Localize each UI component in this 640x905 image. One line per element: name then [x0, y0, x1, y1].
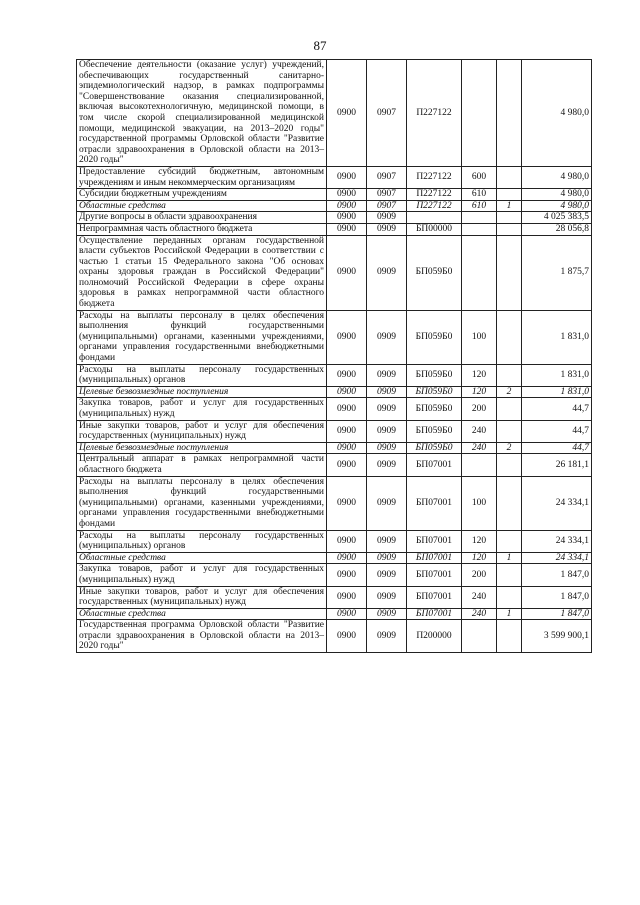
section-code-cell: 0909 — [367, 620, 407, 653]
table-row — [77, 530, 592, 552]
expense-type-cell: 610 — [462, 189, 497, 201]
expense-type-cell — [462, 620, 497, 653]
section-code-cell: 0909 — [367, 420, 407, 442]
expense-type-cell — [462, 235, 497, 310]
amount-cell: 24 334,1 — [522, 530, 592, 552]
section-code-cell: 0909 — [367, 476, 407, 530]
table-row — [77, 398, 592, 420]
ministry-code-cell: 0900 — [327, 223, 367, 235]
amount-cell: 1 831,0 — [522, 364, 592, 386]
page-number: 87 — [313, 38, 327, 53]
target-article-cell: П227122 — [407, 166, 462, 188]
ministry-code-cell: 0900 — [327, 442, 367, 454]
row-name-cell: Осуществление переданных органам государственной власти субъектов Российской Федерации в соответствии с частью 1 статьи 15 Федерального закона "Об основах охраны здоровья граждан в Российской Федерации" полномочий Российской Федерации в сфере охраны здоровья в рамках непрограммной части областного бюджета — [77, 235, 327, 310]
ministry-code-cell: 0900 — [327, 420, 367, 442]
expense-type-cell: 240 — [462, 420, 497, 442]
target-article-cell: БП07001 — [407, 586, 462, 608]
amount-cell: 1 875,7 — [522, 235, 592, 310]
row-name-cell: Расходы на выплаты персоналу в целях обеспечения выполнения функций государственными (муниципальными) органами, казенными учреждениями, органами управления государственными внебюджетными фондами — [77, 310, 327, 364]
amount-cell: 4 980,0 — [522, 200, 592, 212]
target-article-cell: БП059Б0 — [407, 398, 462, 420]
target-article-cell: П227122 — [407, 189, 462, 201]
expense-type-cell — [462, 212, 497, 224]
expense-type-cell: 200 — [462, 398, 497, 420]
row-name-cell: Центральный аппарат в рамках непрограммной части областного бюджета — [77, 454, 327, 476]
row-name-cell: Непрограммная часть областного бюджета — [77, 223, 327, 235]
ministry-code-cell: 0900 — [327, 454, 367, 476]
budget-table — [76, 59, 592, 653]
section-code-cell: 0907 — [367, 200, 407, 212]
ministry-code-cell: 0900 — [327, 564, 367, 586]
amount-cell: 3 599 900,1 — [522, 620, 592, 653]
table-row — [77, 189, 592, 201]
amount-cell: 44,7 — [522, 420, 592, 442]
target-article-cell: П227122 — [407, 60, 462, 167]
funding-source-cell — [497, 60, 522, 167]
expense-type-cell: 120 — [462, 552, 497, 564]
table-row — [77, 476, 592, 530]
section-code-cell: 0909 — [367, 212, 407, 224]
expense-type-cell: 200 — [462, 564, 497, 586]
row-name-cell: Целевые безвозмездные поступления — [77, 442, 327, 454]
funding-source-cell — [497, 166, 522, 188]
expense-type-cell: 100 — [462, 476, 497, 530]
row-name-cell: Субсидии бюджетным учреждениям — [77, 189, 327, 201]
target-article-cell: БП059Б0 — [407, 364, 462, 386]
section-code-cell: 0909 — [367, 552, 407, 564]
table-row — [77, 200, 592, 212]
amount-cell: 1 847,0 — [522, 586, 592, 608]
row-name-cell: Другие вопросы в области здравоохранения — [77, 212, 327, 224]
ministry-code-cell: 0900 — [327, 398, 367, 420]
amount-cell: 44,7 — [522, 398, 592, 420]
expense-type-cell: 120 — [462, 364, 497, 386]
row-name-cell: Целевые безвозмездные поступления — [77, 386, 327, 398]
amount-cell: 4 025 383,5 — [522, 212, 592, 224]
ministry-code-cell: 0900 — [327, 212, 367, 224]
table-row — [77, 166, 592, 188]
table-row — [77, 386, 592, 398]
row-name-cell: Расходы на выплаты персоналу государственных (муниципальных) органов — [77, 530, 327, 552]
target-article-cell: П227122 — [407, 200, 462, 212]
section-code-cell: 0909 — [367, 364, 407, 386]
target-article-cell: БП059Б0 — [407, 386, 462, 398]
row-name-cell: Областные средства — [77, 552, 327, 564]
table-row — [77, 454, 592, 476]
funding-source-cell: 2 — [497, 386, 522, 398]
amount-cell: 1 847,0 — [522, 564, 592, 586]
amount-cell: 1 831,0 — [522, 310, 592, 364]
funding-source-cell — [497, 620, 522, 653]
section-code-cell: 0909 — [367, 454, 407, 476]
row-name-cell: Областные средства — [77, 200, 327, 212]
target-article-cell — [407, 212, 462, 224]
expense-type-cell: 240 — [462, 586, 497, 608]
amount-cell: 26 181,1 — [522, 454, 592, 476]
row-name-cell: Областные средства — [77, 608, 327, 620]
row-name-cell: Закупка товаров, работ и услуг для государственных (муниципальных) нужд — [77, 564, 327, 586]
ministry-code-cell: 0900 — [327, 189, 367, 201]
amount-cell: 24 334,1 — [522, 552, 592, 564]
target-article-cell: БП059Б0 — [407, 235, 462, 310]
section-code-cell: 0907 — [367, 60, 407, 167]
funding-source-cell — [497, 189, 522, 201]
section-code-cell: 0909 — [367, 608, 407, 620]
funding-source-cell — [497, 454, 522, 476]
funding-source-cell — [497, 564, 522, 586]
funding-source-cell — [497, 476, 522, 530]
section-code-cell: 0909 — [367, 223, 407, 235]
target-article-cell: БП07001 — [407, 454, 462, 476]
funding-source-cell: 1 — [497, 608, 522, 620]
amount-cell: 1 831,0 — [522, 386, 592, 398]
section-code-cell: 0909 — [367, 235, 407, 310]
target-article-cell: БП059Б0 — [407, 442, 462, 454]
ministry-code-cell: 0900 — [327, 530, 367, 552]
funding-source-cell — [497, 223, 522, 235]
expense-type-cell: 610 — [462, 200, 497, 212]
table-row — [77, 608, 592, 620]
funding-source-cell — [497, 420, 522, 442]
expense-type-cell: 100 — [462, 310, 497, 364]
ministry-code-cell: 0900 — [327, 235, 367, 310]
funding-source-cell — [497, 235, 522, 310]
funding-source-cell: 1 — [497, 200, 522, 212]
row-name-cell: Предоставление субсидий бюджетным, автономным учреждениям и иным некоммерческим организациям — [77, 166, 327, 188]
funding-source-cell: 1 — [497, 552, 522, 564]
ministry-code-cell: 0900 — [327, 608, 367, 620]
table-row — [77, 420, 592, 442]
row-name-cell: Обеспечение деятельности (оказание услуг) учреждений, обеспечивающих государственный санитарно-эпидемиологический надзор, в рамках подпрограммы "Совершенствование оказания специализированной, включая высокотехнологичную, медицинской помощи, в том числе скорой специализированной медицинской помощи, медицинской эвакуации, на 2013–2020 годы" государственной программы Орловской области "Развитие отрасли здравоохранения в Орловской области на 2013–2020 годы" — [77, 60, 327, 167]
target-article-cell: П200000 — [407, 620, 462, 653]
ministry-code-cell: 0900 — [327, 364, 367, 386]
row-name-cell: Закупка товаров, работ и услуг для государственных (муниципальных) нужд — [77, 398, 327, 420]
target-article-cell: БП059Б0 — [407, 420, 462, 442]
section-code-cell: 0909 — [367, 586, 407, 608]
row-name-cell: Иные закупки товаров, работ и услуг для обеспечения государственных (муниципальных) нужд — [77, 586, 327, 608]
ministry-code-cell: 0900 — [327, 200, 367, 212]
target-article-cell: БП00000 — [407, 223, 462, 235]
section-code-cell: 0909 — [367, 564, 407, 586]
table-row — [77, 60, 592, 167]
table-row — [77, 620, 592, 653]
table-row — [77, 586, 592, 608]
ministry-code-cell: 0900 — [327, 310, 367, 364]
target-article-cell: БП07001 — [407, 530, 462, 552]
expense-type-cell — [462, 454, 497, 476]
row-name-cell: Иные закупки товаров, работ и услуг для обеспечения государственных (муниципальных) нужд — [77, 420, 327, 442]
expense-type-cell: 240 — [462, 608, 497, 620]
expense-type-cell — [462, 223, 497, 235]
budget-table-body — [77, 60, 592, 653]
target-article-cell: БП07001 — [407, 552, 462, 564]
row-name-cell: Расходы на выплаты персоналу в целях обеспечения выполнения функций государственными (муниципальными) органами, казенными учреждениями, органами управления государственными внебюджетными фондами — [77, 476, 327, 530]
amount-cell: 4 980,0 — [522, 60, 592, 167]
expense-type-cell: 600 — [462, 166, 497, 188]
funding-source-cell — [497, 530, 522, 552]
table-row — [77, 235, 592, 310]
funding-source-cell: 2 — [497, 442, 522, 454]
ministry-code-cell: 0900 — [327, 586, 367, 608]
target-article-cell: БП07001 — [407, 608, 462, 620]
funding-source-cell — [497, 364, 522, 386]
section-code-cell: 0909 — [367, 310, 407, 364]
table-row — [77, 364, 592, 386]
section-code-cell: 0907 — [367, 189, 407, 201]
amount-cell: 28 056,8 — [522, 223, 592, 235]
expense-type-cell: 120 — [462, 530, 497, 552]
ministry-code-cell: 0900 — [327, 60, 367, 167]
table-row — [77, 442, 592, 454]
target-article-cell: БП07001 — [407, 564, 462, 586]
amount-cell: 24 334,1 — [522, 476, 592, 530]
section-code-cell: 0909 — [367, 398, 407, 420]
funding-source-cell — [497, 212, 522, 224]
ministry-code-cell: 0900 — [327, 476, 367, 530]
ministry-code-cell: 0900 — [327, 386, 367, 398]
table-row — [77, 564, 592, 586]
expense-type-cell: 120 — [462, 386, 497, 398]
row-name-cell: Расходы на выплаты персоналу государственных (муниципальных) органов — [77, 364, 327, 386]
amount-cell: 4 980,0 — [522, 166, 592, 188]
row-name-cell: Государственная программа Орловской области "Развитие отрасли здравоохранения в Орловской области на 2013–2020 годы" — [77, 620, 327, 653]
section-code-cell: 0909 — [367, 386, 407, 398]
funding-source-cell — [497, 398, 522, 420]
table-row — [77, 223, 592, 235]
ministry-code-cell: 0900 — [327, 552, 367, 564]
section-code-cell: 0909 — [367, 442, 407, 454]
funding-source-cell — [497, 586, 522, 608]
expense-type-cell — [462, 60, 497, 167]
target-article-cell: БП07001 — [407, 476, 462, 530]
amount-cell: 4 980,0 — [522, 189, 592, 201]
table-row — [77, 212, 592, 224]
ministry-code-cell: 0900 — [327, 620, 367, 653]
table-row — [77, 310, 592, 364]
target-article-cell: БП059Б0 — [407, 310, 462, 364]
table-row — [77, 552, 592, 564]
amount-cell: 1 847,0 — [522, 608, 592, 620]
section-code-cell: 0907 — [367, 166, 407, 188]
funding-source-cell — [497, 310, 522, 364]
expense-type-cell: 240 — [462, 442, 497, 454]
section-code-cell: 0909 — [367, 530, 407, 552]
ministry-code-cell: 0900 — [327, 166, 367, 188]
amount-cell: 44,7 — [522, 442, 592, 454]
